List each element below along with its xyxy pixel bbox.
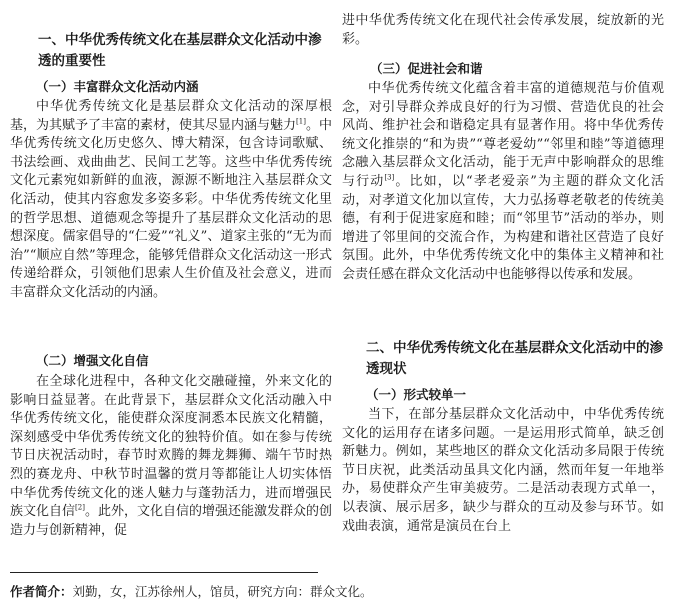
- paragraph-2-continued: 进中华优秀传统文化在现代社会传承发展，绽放新的光彩。: [342, 13, 664, 47]
- section-2-heading: 二、中华优秀传统文化在基层群众文化活动中的渗透现状: [366, 340, 663, 377]
- paragraph-1-part-a: 中华优秀传统文化是基层群众文化活动的深厚根基，为其赋予了丰富的素材，使其尽显内涵与魅力: [10, 99, 332, 133]
- subsection-3-heading-text: （三）促进社会和谐: [370, 61, 483, 76]
- subsection-3-heading: [370, 60, 483, 78]
- paragraph-3-part-a: 中华优秀传统文化蕴含着丰富的道德规范与价值观念，对引导群众养成良好的行为习惯、营造优良的社会风尚、维护社会和谐稳定具有显著作用。将中华优秀传统文化推崇的“和为贵”“尊老爱幼”“邻里和睦”等道德理念融入基层群众文化活动，能于无声中影响群众的思维与行动: [342, 81, 664, 189]
- paragraph-2: [10, 373, 332, 540]
- paragraph-3: [342, 80, 664, 285]
- citation-3: [3]: [384, 173, 395, 182]
- paragraph-1: [10, 98, 332, 303]
- author-text: 刘勤，女，江苏徐州人，馆员，研究方向：群众文化。: [72, 584, 373, 599]
- paragraph-4: 当下，在部分基层群众文化活动中，中华优秀传统文化的运用存在诸多问题。一是运用形式简单，缺乏创新魅力。例如，某些地区的群众文化活动多局限于传统节日庆祝，此类活动虽具文化内涵，然而年复一年地举办，易使群众产生审美疲劳。二是活动表现方式单一，以表演、展示居多，缺少与群众的互动及参与环节。如戏曲表演，通常是演员在台上: [342, 407, 664, 534]
- citation-2: [2]: [75, 503, 85, 512]
- author-note: [10, 583, 373, 601]
- paragraph-2-part-a: 在全球化进程中，各种文化交融碰撞，外来文化的影响日益显著。在此背景下，基层群众文化活动融入中华优秀传统文化，能使群众深度洞悉本民族文化精髓，深刻感受中华优秀传统文化的独特价值。如在参与传统节日庆祝活动时，春节时欢腾的舞龙舞狮、端午节时热烈的赛龙舟、中秋节时温馨的赏月等都能让人切实体悟中华优秀传统文化的迷人魅力与蓬勃活力，进而增强民族文化自信: [10, 374, 332, 520]
- paragraph-1-part-b: 。中华优秀传统文化历史悠久、博大精深，包含诗词歌赋、书法绘画、戏曲曲艺、民间工艺等。这些中华优秀传统文化元素宛如新鲜的血液，源源不断地注入基层群众文化活动，使其内容愈发多姿多彩。中华优秀传统文化里的哲学思想、道德观念等提升了基层群众文化活动的思想深度。儒家倡导的“仁爱”“礼义”、道家主张的“无为而治”“顺应自然”等理念，能够凭借群众文化活动这一形式传递给群众，引领他们思索人生价值及社会意义，进而丰富群众文化活动的内涵。: [10, 117, 332, 300]
- author-label: 作者简介：: [10, 584, 73, 599]
- paragraph-3-part-b: 。比如，以“孝老爱亲”为主题的群众文化活动，对孝道文化加以宣传，大力弘扬尊老敬老的传统美德，有利于促进家庭和睦；而“邻里节”活动的举办，则增进了邻里间的交流合作，为构建和谐社区营造了良好氛围。此外，中华优秀传统文化中的集体主义精神和社会责任感在群众文化活动中也能够得以传承和发展。: [342, 173, 664, 282]
- subsection-4-heading: [366, 386, 466, 404]
- citation-1: [1]: [296, 117, 306, 126]
- subsection-2-heading: [36, 352, 149, 370]
- subsection-1-heading-text: （一）丰富群众文化活动内涵: [36, 79, 199, 94]
- section-1-heading: 一、中华优秀传统文化在基层群众文化活动中渗透的重要性: [38, 32, 322, 69]
- subsection-1-heading: [36, 78, 199, 96]
- footnote-divider: [10, 572, 318, 573]
- paragraph-2-part-b: 。此外，文化自信的增强还能激发群众的创造力与创新精神，促: [10, 504, 332, 538]
- subsection-4-heading-text: （一）形式较单一: [366, 387, 467, 402]
- subsection-2-heading-text: （二）增强文化自信: [36, 353, 149, 368]
